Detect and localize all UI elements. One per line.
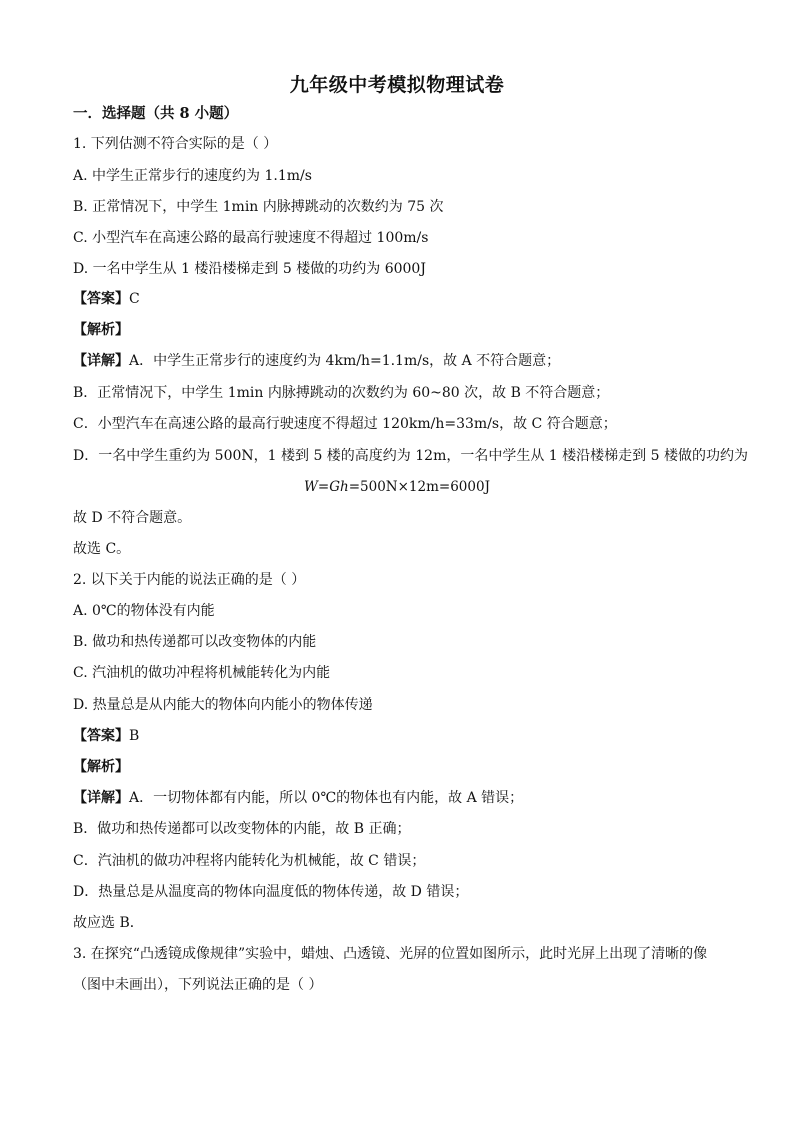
formula-var-g: G (329, 479, 341, 495)
answer-tag: 【答案】 (73, 728, 129, 744)
question-2-stem: 2. 以下关于内能的说法正确的是（ ） (73, 572, 306, 588)
question-1-option-d: D. 一名中学生从 1 楼沿楼梯走到 5 楼做的功约为 6000J (73, 261, 426, 277)
question-1-answer (73, 289, 733, 309)
question-1-detail-d: D．一名中学生重约为 500N，1 楼到 5 楼的高度约为 12m，一名中学生从 1 楼沿楼梯走到 5 楼做的功约为 (73, 448, 748, 464)
page-title: 九年级中考模拟物理试卷 (289, 74, 505, 96)
question-1-detail-c: C．小型汽车在高速公路的最高行驶速度不得超过 120km/h=33m/s，故 C 符合题意； (73, 416, 617, 432)
question-2-answer (73, 726, 733, 746)
formula-rest: =500N×12m=6000J (348, 479, 490, 495)
section-heading: 一．选择题（共 8 小题） (73, 105, 239, 122)
question-1-analysis-tag: 【解析】 (73, 322, 129, 338)
detail-line: A．一切物体都有内能，所以 0℃的物体也有内能，故 A 错误； (129, 790, 524, 806)
question-2-detail-c: C．汽油机的做功冲程将内能转化为机械能，故 C 错误； (73, 853, 426, 869)
question-2-option-a: A. 0℃的物体没有内能 (73, 603, 215, 619)
question-1-option-a: A. 中学生正常步行的速度约为 1.1m/s (73, 168, 312, 184)
question-1-stem: 1. 下列估测不符合实际的是（ ） (73, 136, 278, 152)
question-2-analysis-tag: 【解析】 (73, 759, 129, 775)
question-1-detail-b: B．正常情况下，中学生 1min 内脉搏跳动的次数约为 60~80 次，故 B 不符合题意； (73, 385, 610, 401)
question-2-option-d: D. 热量总是从内能大的物体向内能小的物体传递 (73, 697, 373, 713)
question-3-stem-line-2: （图中未画出），下列说法正确的是（ ） (73, 977, 323, 993)
detail-tag: 【详解】 (73, 353, 129, 369)
answer-tag: 【答案】 (73, 291, 129, 307)
question-1-choice: 故选 C。 (73, 541, 131, 557)
formula-var-w: W (304, 479, 318, 495)
question-2-detail-a (73, 788, 733, 808)
question-1-option-c: C. 小型汽车在高速公路的最高行驶速度不得超过 100m/s (73, 230, 429, 246)
question-2-option-b: B. 做功和热传递都可以改变物体的内能 (73, 634, 317, 650)
detail-line: A．中学生正常步行的速度约为 4km/h=1.1m/s，故 A 不符合题意； (129, 353, 561, 369)
formula-eq: = (317, 479, 330, 495)
question-3-stem-line-1: 3. 在探究“凸透镜成像规律”实验中，蜡烛、凸透镜、光屏的位置如图所示，此时光屏上出现了清晰的像 (73, 946, 708, 962)
formula-var-h: h (340, 479, 349, 495)
question-2-detail-d: D．热量总是从温度高的物体向温度低的物体传递，故 D 错误； (73, 884, 469, 900)
question-2-option-c: C. 汽油机的做功冲程将机械能转化为内能 (73, 665, 331, 681)
question-1-detail-a (73, 351, 733, 371)
answer-value: C (129, 291, 140, 307)
answer-value: B (129, 728, 140, 744)
question-2-choice: 故应选 B． (73, 915, 144, 931)
question-1-conclusion: 故 D 不符合题意。 (73, 510, 192, 526)
question-2-detail-b: B．做功和热传递都可以改变物体的内能，故 B 正确； (73, 821, 411, 837)
question-1-option-b: B. 正常情况下，中学生 1min 内脉搏跳动的次数约为 75 次 (73, 199, 444, 215)
question-1-formula (0, 477, 794, 497)
detail-tag: 【详解】 (73, 790, 129, 806)
